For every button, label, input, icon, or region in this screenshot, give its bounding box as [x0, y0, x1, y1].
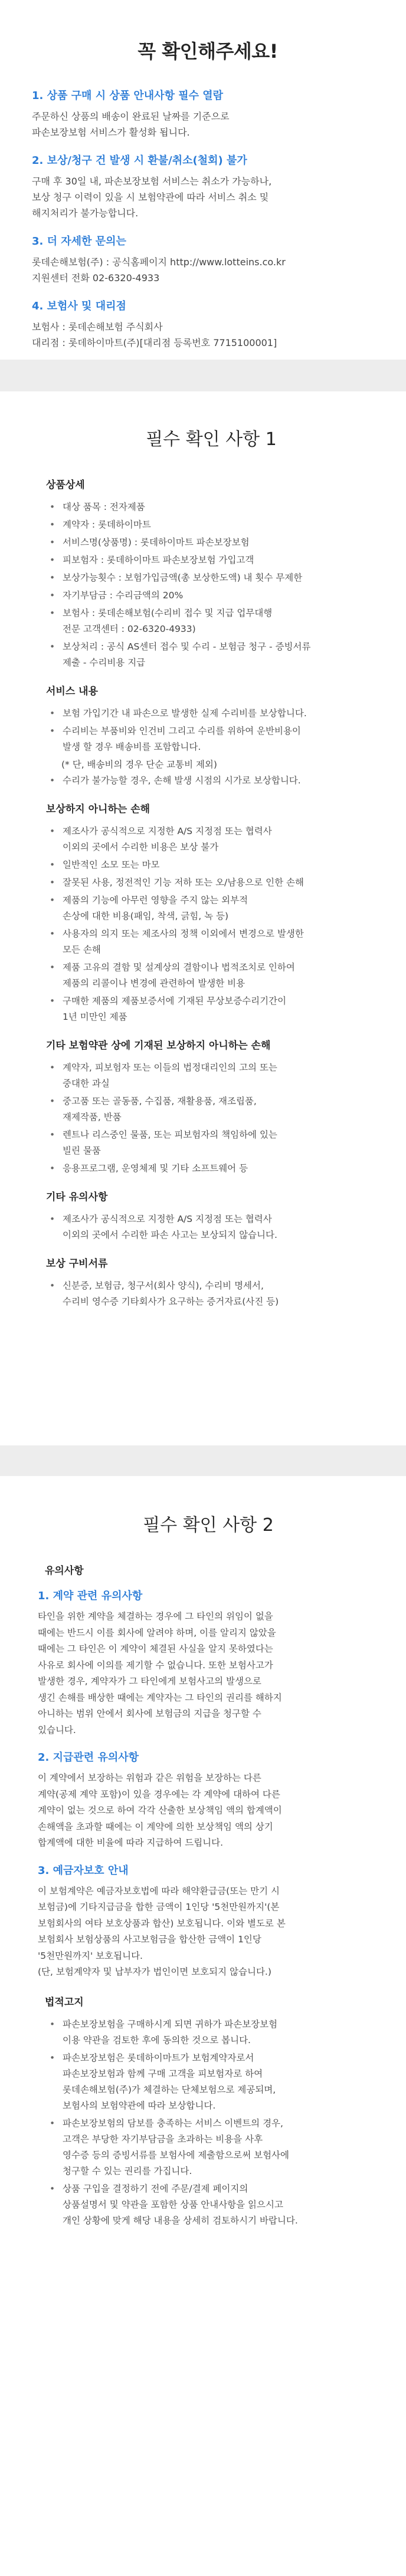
text-line: • 신분증, 보험금, 청구서(회사 양식), 수리비 명세서,: [63, 1280, 264, 1291]
text-line: 보험사 : 롯데손해보험 주식회사: [32, 321, 163, 332]
text-line: 전문 고객센터 : 02-6320-4933): [63, 624, 196, 634]
list-item: [46, 1211, 385, 1243]
list-item: [46, 1093, 385, 1125]
text-line: • 보상가능횟수 : 보험가입금액(총 보상한도액) 내 횟수 무제한: [63, 572, 303, 583]
text-line: 보험금)에 기타지급금을 합한 금액이 1인당 '5천만원까지'(본: [38, 1902, 280, 1912]
required-1-body: [38, 476, 385, 1310]
text-line: • 구매한 제품의 제품보증서에 기재된 무상보증수리기간이: [63, 996, 287, 1006]
notice-heading: 2. 보상/청구 건 발생 시 환불/취소(철회) 불가: [32, 154, 247, 167]
notice-heading: 1. 상품 구매 시 상품 안내사항 필수 열람: [32, 90, 224, 102]
text-line: • 파손보장보험을 구매하시게 되면 귀하가 파손보장보험: [63, 2018, 278, 2030]
text-line: 재제작품, 반품: [63, 1112, 122, 1122]
text-line: 수리비 영수증 기타회사가 요구하는 증거자료(사진 등): [63, 1296, 279, 1307]
text-line: 손상에 대한 비용(패임, 착색, 긁힘, 녹 등): [63, 911, 229, 921]
notice-section: [0, 0, 406, 360]
text-line: • 제품의 기능에 아무런 영향을 주지 않는 외부적: [63, 895, 248, 905]
notice-body: [32, 87, 384, 351]
text-line: 손해액을 초과할 때에는 이 계약에 의한 보상책임 액의 상기: [38, 1821, 273, 1832]
bullet-list: [38, 773, 385, 789]
text-line: 보험사의 보험약관에 따라 보상합니다.: [63, 2100, 216, 2111]
group-heading: 보상 구비서류: [46, 1258, 108, 1270]
list-item: [46, 2116, 385, 2179]
section-divider: [0, 360, 406, 391]
text-line: 개인 상황에 맞게 해당 내용을 상세히 검토하시기 바랍니다.: [63, 2215, 298, 2226]
text-line: 사유로 회사에 이의를 제기할 수 없습니다. 또한 보험사고가: [38, 1659, 273, 1671]
text-line: 롯데손해보험(주)가 체결하는 단체보험으로 제공되며,: [63, 2084, 276, 2095]
text-line: 상품설명서 및 약관을 포함한 상품 안내사항을 읽으시고: [63, 2199, 283, 2210]
list-item: [46, 639, 385, 671]
list-item: [46, 605, 385, 637]
text-line: • 수리비는 부품비와 인건비 그리고 수리를 위하여 운반비용이: [63, 726, 301, 736]
text-line: 아니하는 범위 안에서 회사에 보험금의 지급을 청구할 수: [38, 1708, 261, 1719]
text-line: • 중고품 또는 골동품, 수집품, 재활용품, 재조립품,: [63, 1096, 257, 1106]
text-line: 발생 할 경우 배송비를 포함합니다.: [63, 742, 201, 752]
list-item: [46, 570, 385, 586]
text-line: 지원센터 전화 02-6320-4933: [32, 272, 160, 284]
text-line: 영수증 등의 증빙서류를 보험사에 제출함으로써 보험사에: [63, 2149, 289, 2160]
text-line: 계약이 없는 것으로 하여 각각 산출한 보상책임 액의 합계액이: [38, 1805, 282, 1816]
block-heading: 1. 계약 관련 유의사항: [38, 1590, 143, 1602]
note-text: (* 단, 배송비의 경우 단순 교통비 제외): [61, 759, 217, 770]
notice-paragraph: [32, 254, 384, 286]
text-line: 구매 후 30일 내, 파손보장보험 서비스는 취소가 가능하나,: [32, 176, 272, 187]
list-item: [46, 892, 385, 924]
list-item: [46, 552, 385, 568]
group-heading: 서비스 내용: [46, 686, 99, 697]
legal-list: [32, 2017, 385, 2229]
list-item: [46, 823, 385, 855]
text-line: 때에는 그 타인은 이 계약이 체결된 사실을 알지 못하였다는: [38, 1643, 273, 1654]
bullet-list: [38, 499, 385, 671]
list-item: [46, 2181, 385, 2229]
list-item: [46, 535, 385, 551]
text-line: • 파손보장보험의 담보를 충족하는 서비스 이벤트의 경우,: [63, 2117, 283, 2129]
text-line: 보상 청구 이력이 있을 시 보험약관에 따라 서비스 취소 및: [32, 192, 269, 203]
list-item: [46, 926, 385, 958]
list-item: [46, 1060, 385, 1092]
bullet-list: [38, 706, 385, 755]
group-heading: 기타 보험약관 상에 기재된 보상하지 아니하는 손해: [46, 1040, 271, 1052]
text-line: • 상품 구입을 결정하기 전에 주문/결제 페이지의: [63, 2183, 248, 2194]
text-line: 때에는 반드시 이를 회사에 알려야 하며, 이를 알리지 않았을: [38, 1627, 276, 1638]
text-line: • 서비스명(상품명) : 롯데하이마트 파손보장보험: [63, 537, 250, 548]
text-line: '5천만원까지' 보호됩니다.: [38, 1950, 143, 1961]
text-line: • 제조사가 공식적으로 지정한 A/S 지정점 또는 협력사: [63, 1214, 272, 1224]
list-item: [46, 875, 385, 891]
text-line: 해지처리가 불가능합니다.: [32, 207, 139, 219]
text-line: • 일반적인 소모 또는 마모: [63, 859, 160, 870]
list-item: [46, 2017, 385, 2048]
legal-heading: 법적고지: [45, 1996, 84, 2008]
bullet-list: [38, 823, 385, 1025]
text-line: 1년 미만인 제품: [63, 1012, 127, 1022]
text-line: 이외의 곳에서 수리한 비용은 보상 불가: [63, 842, 219, 852]
text-line: 모든 손해: [63, 944, 101, 955]
list-item: [46, 1127, 385, 1159]
text-line: 중대한 과실: [63, 1078, 110, 1089]
text-line: • 계약자 : 롯데하이마트: [63, 519, 151, 530]
text-line: 파손보장보험과 함께 구매 고객을 피보험자로 하여: [63, 2068, 263, 2079]
notice-heading: 3. 더 자세한 문의는: [32, 235, 126, 248]
text-line: • 사용자의 의지 또는 제조사의 정책 이외에서 변경으로 발생한: [63, 928, 304, 939]
required-2-title: 필수 확인 사항 2: [143, 1515, 274, 1536]
text-line: 주문하신 상품의 배송이 완료된 날짜를 기준으로: [32, 111, 230, 122]
list-item: [46, 499, 385, 515]
text-line: 있습니다.: [38, 1724, 76, 1735]
text-line: • 렌트나 리스중인 물품, 또는 피보험자의 책임하에 있는: [63, 1129, 277, 1140]
list-item: [46, 588, 385, 604]
notes-heading: 유의사항: [45, 1565, 84, 1577]
required-1-section: [0, 391, 406, 1445]
block-paragraph: [32, 1770, 385, 1852]
required-1-title: 필수 확인 사항 1: [146, 429, 277, 450]
text-line: 발생한 경우, 계약자가 그 타인에게 보험사고의 발생으로: [38, 1676, 261, 1686]
text-line: • 보상처리 : 공식 AS센터 접수 및 수리 - 보험금 청구 - 증빙서류: [63, 641, 311, 652]
notice-heading: 4. 보험사 및 대리점: [32, 300, 126, 312]
text-line: • 응용프로그램, 운영체제 및 기타 소프트웨어 등: [63, 1163, 248, 1174]
text-line: 제품의 리콜이나 변경에 관련하여 발생한 비용: [63, 978, 245, 989]
text-line: 계약(공제 계약 포함)이 있을 경우에는 각 계약에 대하여 다른: [38, 1788, 280, 1800]
text-line: • 피보험자 : 롯데하이마트 파손보장보험 가입고객: [63, 555, 254, 565]
block-paragraph: [32, 1883, 385, 1981]
list-item: [46, 773, 385, 789]
group-heading: 보상하지 아니하는 손해: [46, 803, 150, 815]
notice-paragraph: [32, 173, 384, 221]
list-item: [46, 723, 385, 755]
notice-paragraph: [32, 319, 384, 351]
text-line: 이 계약에서 보장하는 위험과 같은 위험을 보장하는 다른: [38, 1773, 261, 1783]
text-line: • 파손보장보험은 롯데하이마트가 보험계약자로서: [63, 2052, 254, 2063]
group-heading: 기타 유의사항: [46, 1191, 108, 1203]
text-line: • 대상 품목 : 전자제품: [63, 502, 145, 512]
text-line: 이 보험계약은 예금자보호법에 따라 해약환급금(또는 만기 시: [38, 1885, 280, 1896]
text-line: • 수리가 불가능할 경우, 손해 발생 시점의 시가로 보상합니다.: [63, 775, 301, 786]
required-2-blocks: [32, 1587, 385, 1981]
list-item: [46, 960, 385, 991]
text-line: 파손보장보험 서비스가 활성화 됩니다.: [32, 127, 190, 138]
text-line: (단, 보험계약자 및 납부자가 법인이면 보호되지 않습니다.): [38, 1966, 271, 1977]
section-divider: [0, 1445, 406, 1476]
text-line: 롯데손해보험(주) : 공식홈페이지 http://www.lotteins.co.kr: [32, 256, 286, 268]
bullet-list: [38, 1060, 385, 1177]
block-heading: 3. 예금자보호 안내: [38, 1864, 129, 1877]
text-line: 보험회사의 여타 보호상품과 합산) 보호됩니다. 이와 별도로 본: [38, 1918, 286, 1929]
notice-title: 꼭 확인해주세요!: [137, 40, 278, 62]
group-heading: 상품상세: [46, 479, 85, 491]
list-item: [46, 2050, 385, 2114]
text-line: 생긴 손해를 배상한 때에는 계약자는 그 타인의 권리를 해하지: [38, 1692, 282, 1703]
list-item: [46, 1161, 385, 1177]
list-item: [46, 993, 385, 1025]
text-line: 합계액에 대한 비율에 따라 지급하여 드립니다.: [38, 1837, 224, 1848]
text-line: 대리점 : 롯데하이마트(주)[대리점 등록번호 7715100001]: [32, 337, 277, 348]
bullet-list: [38, 1211, 385, 1243]
text-line: • 잘못된 사용, 정전적인 기능 저하 또는 오/남용으로 인한 손해: [63, 877, 304, 888]
text-line: • 보험 가입기간 내 파손으로 발생한 실제 수리비를 보상합니다.: [63, 708, 307, 719]
notice-paragraph: [32, 108, 384, 140]
text-line: 빌린 물품: [63, 1145, 101, 1156]
text-line: 제출 - 수리비용 지급: [63, 657, 146, 668]
block-paragraph: [32, 1609, 385, 1738]
list-item: [46, 706, 385, 722]
block-heading: 2. 지급관련 유의사항: [38, 1751, 139, 1764]
text-line: • 제조사가 공식적으로 지정한 A/S 지정점 또는 협력사: [63, 826, 272, 836]
text-line: • 보험사 : 롯데손해보험(수리비 접수 및 지급 업무대행: [63, 608, 273, 618]
required-2-section: [0, 1476, 406, 2576]
bullet-list: [38, 1278, 385, 1310]
text-line: 타인을 위한 계약을 체결하는 경우에 그 타인의 위임이 없을: [38, 1611, 273, 1622]
list-item: [46, 517, 385, 533]
list-item: [46, 1278, 385, 1310]
text-line: 이용 약관을 검토한 후에 동의한 것으로 봅니다.: [63, 2034, 251, 2045]
list-item: [46, 857, 385, 873]
text-line: 고객은 부당한 자기부담금을 초과하는 비용을 사후: [63, 2133, 263, 2145]
text-line: 청구할 수 있는 권리를 가집니다.: [63, 2165, 192, 2176]
text-line: • 자기부담금 : 수리금액의 20%: [63, 590, 184, 601]
text-line: 보험회사 보험상품의 사고보험금을 합산한 금액이 1인당: [38, 1934, 261, 1945]
text-line: • 제품 고유의 결함 및 설계상의 결함이나 법적조치로 인하여: [63, 962, 295, 973]
text-line: 이외의 곳에서 수리한 파손 사고는 보상되지 않습니다.: [63, 1230, 277, 1240]
text-line: • 계약자, 피보험자 또는 이들의 법정대리인의 고의 또는: [63, 1062, 277, 1073]
